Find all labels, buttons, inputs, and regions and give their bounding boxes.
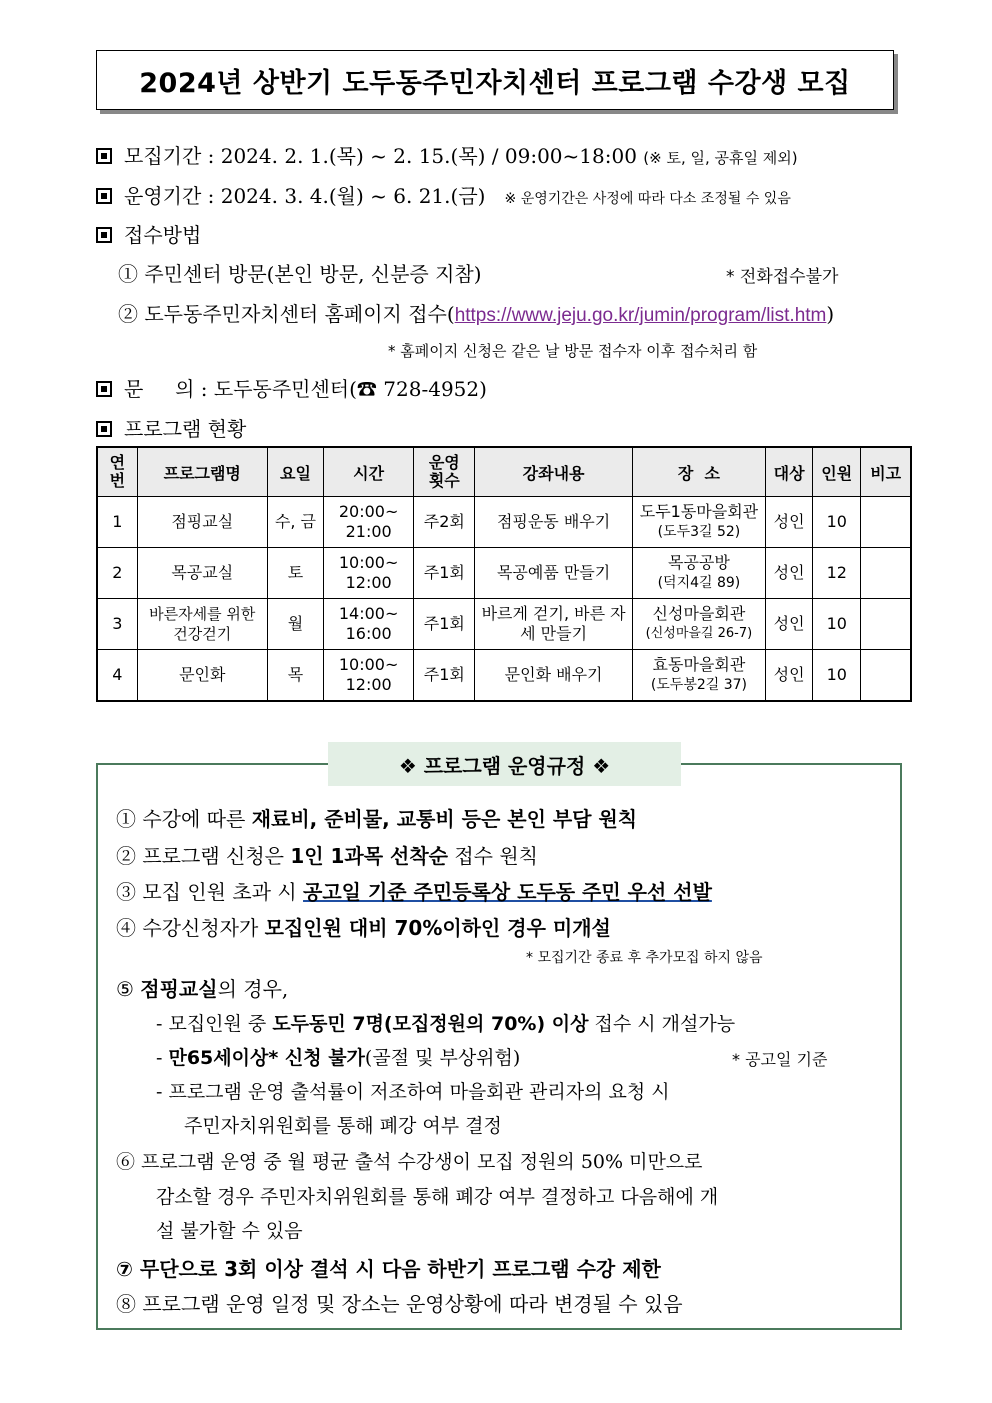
cell-name: 점핑교실 — [137, 497, 267, 548]
square-bullet-icon — [96, 421, 112, 437]
cell-freq: 주1회 — [414, 548, 475, 599]
cell-place: 도두1동마을회관 (도두3길 52) — [632, 497, 765, 548]
cell-note — [861, 497, 911, 548]
square-bullet-icon — [96, 188, 112, 204]
table-row — [97, 548, 911, 599]
cell-no: 2 — [97, 548, 137, 599]
rule-6: ⑥ 프로그램 운영 중 월 평균 출석 수강생이 모집 정원의 50% 미만으로 — [116, 1151, 703, 1173]
cell-name: 문인화 — [137, 650, 267, 702]
col-header-day: 요일 — [267, 447, 323, 497]
cell-note — [861, 599, 911, 650]
rule-6-cont-1: 감소할 경우 주민자치위원회를 통해 폐강 여부 결정하고 다음해에 개 — [156, 1186, 719, 1208]
apply-item-2 — [118, 298, 834, 327]
cell-time: 20:00~ 21:00 — [324, 497, 414, 548]
cell-no: 4 — [97, 650, 137, 702]
cell-target: 성인 — [766, 650, 813, 702]
square-bullet-icon — [96, 381, 112, 397]
program-status-label: 프로그램 현황 — [124, 417, 247, 441]
table-row — [97, 599, 911, 650]
contact — [96, 373, 487, 402]
table-row — [97, 650, 911, 702]
rule-4: ④ 수강신청자가 모집인원 대비 70%이하인 경우 미개설 — [116, 916, 611, 940]
rule-2: ② 프로그램 신청은 1인 1과목 선착순 접수 원칙 — [116, 844, 538, 868]
cell-target: 성인 — [766, 548, 813, 599]
cell-place: 목공공방 (덕지4길 89) — [632, 548, 765, 599]
rule-5-sub-3-cont: 주민자치위원회를 통해 폐강 여부 결정 — [184, 1115, 502, 1137]
col-header-name: 프로그램명 — [137, 447, 267, 497]
cell-name: 목공교실 — [137, 548, 267, 599]
rules-title: ❖ 프로그램 운영규정 ❖ — [328, 742, 681, 786]
rule-7: ⑦ 무단으로 3회 이상 결석 시 다음 하반기 프로그램 수강 제한 — [116, 1257, 661, 1281]
rule-5-sub-3: - 프로그램 운영 출석률이 저조하여 마을회관 관리자의 요청 시 — [156, 1081, 670, 1103]
recruit-period: 모집기간 : 2024. 2. 1.(목) ~ 2. 15.(목) / 09:00~18:00 (※ 토, 일, 공휴일 제외) — [96, 140, 798, 169]
operate-value: 2024. 3. 4.(월) ~ 6. 21.(금) — [220, 184, 486, 208]
operate-note: ※ 운영기간은 사정에 따라 다소 조정될 수 있음 — [504, 191, 791, 207]
program-table — [96, 446, 912, 702]
cell-day: 토 — [267, 548, 323, 599]
cell-freq: 주1회 — [414, 599, 475, 650]
square-bullet-icon — [96, 148, 112, 164]
cell-target: 성인 — [766, 497, 813, 548]
recruit-value: 2024. 2. 1.(목) ~ 2. 15.(목) / 09:00~18:00 — [220, 144, 637, 168]
cell-note — [861, 650, 911, 702]
cell-content: 문인화 배우기 — [475, 650, 632, 702]
rule-5-sub-2: - 만65세이상* 신청 불가(골절 및 부상위험) — [156, 1047, 521, 1069]
cell-content: 바르게 걷기, 바른 자세 만들기 — [475, 599, 632, 650]
col-header-content: 강좌내용 — [475, 447, 632, 497]
contact-value: : 도두동주민센터(☎ 728-4952) — [200, 377, 487, 401]
square-bullet-icon — [96, 227, 112, 243]
page-title-box — [96, 50, 894, 110]
cell-count: 10 — [813, 599, 861, 650]
apply-item-1-note: * 전화접수불가 — [726, 267, 839, 287]
cell-place: 효동마을회관 (도두봉2길 37) — [632, 650, 765, 702]
page-title: 2024년 상반기 도두동주민자치센터 프로그램 수강생 모집 — [139, 67, 851, 99]
col-header-no: 연번 — [97, 447, 137, 497]
operate-period: 운영기간 : 2024. 3. 4.(월) ~ 6. 21.(금) ※ 운영기간은 사정에 따라 다소 조정될 수 있음 — [96, 180, 791, 209]
rule-1: ① 수강에 따른 재료비, 준비물, 교통비 등은 본인 부담 원칙 — [116, 807, 638, 831]
cell-freq: 주2회 — [414, 497, 475, 548]
rule-5-sub-2-note: * 공고일 기준 — [732, 1050, 828, 1069]
rule-6-cont-2: 설 불가할 수 있음 — [156, 1220, 303, 1242]
cell-day: 목 — [267, 650, 323, 702]
cell-name: 바른자세를 위한 건강걷기 — [137, 599, 267, 650]
cell-place: 신성마을회관 (신성마을길 26-7) — [632, 599, 765, 650]
recruit-label: 모집기간 — [124, 144, 202, 168]
apply-label: 접수방법 — [124, 223, 202, 247]
rule-3: ③ 모집 인원 초과 시 공고일 기준 주민등록상 도두동 주민 우선 선발 — [116, 880, 712, 904]
cell-time: 14:00~ 16:00 — [324, 599, 414, 650]
program-status-heading — [96, 413, 246, 442]
recruit-note: (※ 토, 일, 공휴일 제외) — [643, 149, 798, 167]
cell-no: 1 — [97, 497, 137, 548]
cell-count: 10 — [813, 497, 861, 548]
apply-item-2-text: ② 도두동주민자치센터 홈페이지 접수( — [118, 302, 455, 326]
cell-count: 12 — [813, 548, 861, 599]
apply-method-heading — [96, 219, 201, 248]
cell-no: 3 — [97, 599, 137, 650]
apply-note: * 홈페이지 신청은 같은 날 방문 접수자 이후 접수처리 함 — [388, 342, 758, 360]
apply-item-2-suffix: ) — [826, 302, 835, 326]
cell-time: 10:00~ 12:00 — [324, 650, 414, 702]
col-header-count: 인원 — [813, 447, 861, 497]
rule-5: ⑤ 점핑교실의 경우, — [116, 977, 289, 1001]
table-row — [97, 497, 911, 548]
col-header-note: 비고 — [861, 447, 911, 497]
cell-count: 10 — [813, 650, 861, 702]
apply-item-1-text: ① 주민센터 방문(본인 방문, 신분증 지참) — [118, 262, 482, 286]
cell-content: 목공예품 만들기 — [475, 548, 632, 599]
cell-content: 점핑운동 배우기 — [475, 497, 632, 548]
rule-5-sub-1: - 모집인원 중 도두동민 7명(모집정원의 70%) 이상 접수 시 개설가능 — [156, 1013, 736, 1035]
table-header-row — [97, 447, 911, 497]
col-header-freq: 운영횟수 — [414, 447, 475, 497]
apply-item-1 — [118, 258, 482, 287]
cell-target: 성인 — [766, 599, 813, 650]
contact-label: 문 의 — [124, 377, 195, 401]
col-header-target: 대상 — [766, 447, 813, 497]
homepage-link[interactable]: https://www.jeju.go.kr/jumin/program/list.htm — [454, 305, 827, 326]
rule-4-note: * 모집기간 종료 후 추가모집 하지 않음 — [526, 950, 763, 966]
cell-day: 월 — [267, 599, 323, 650]
operate-label: 운영기간 — [124, 184, 202, 208]
cell-time: 10:00~ 12:00 — [324, 548, 414, 599]
cell-freq: 주1회 — [414, 650, 475, 702]
cell-day: 수, 금 — [267, 497, 323, 548]
col-header-place: 장 소 — [632, 447, 765, 497]
rule-8: ⑧ 프로그램 운영 일정 및 장소는 운영상황에 따라 변경될 수 있음 — [116, 1292, 683, 1316]
col-header-time: 시간 — [324, 447, 414, 497]
cell-note — [861, 548, 911, 599]
